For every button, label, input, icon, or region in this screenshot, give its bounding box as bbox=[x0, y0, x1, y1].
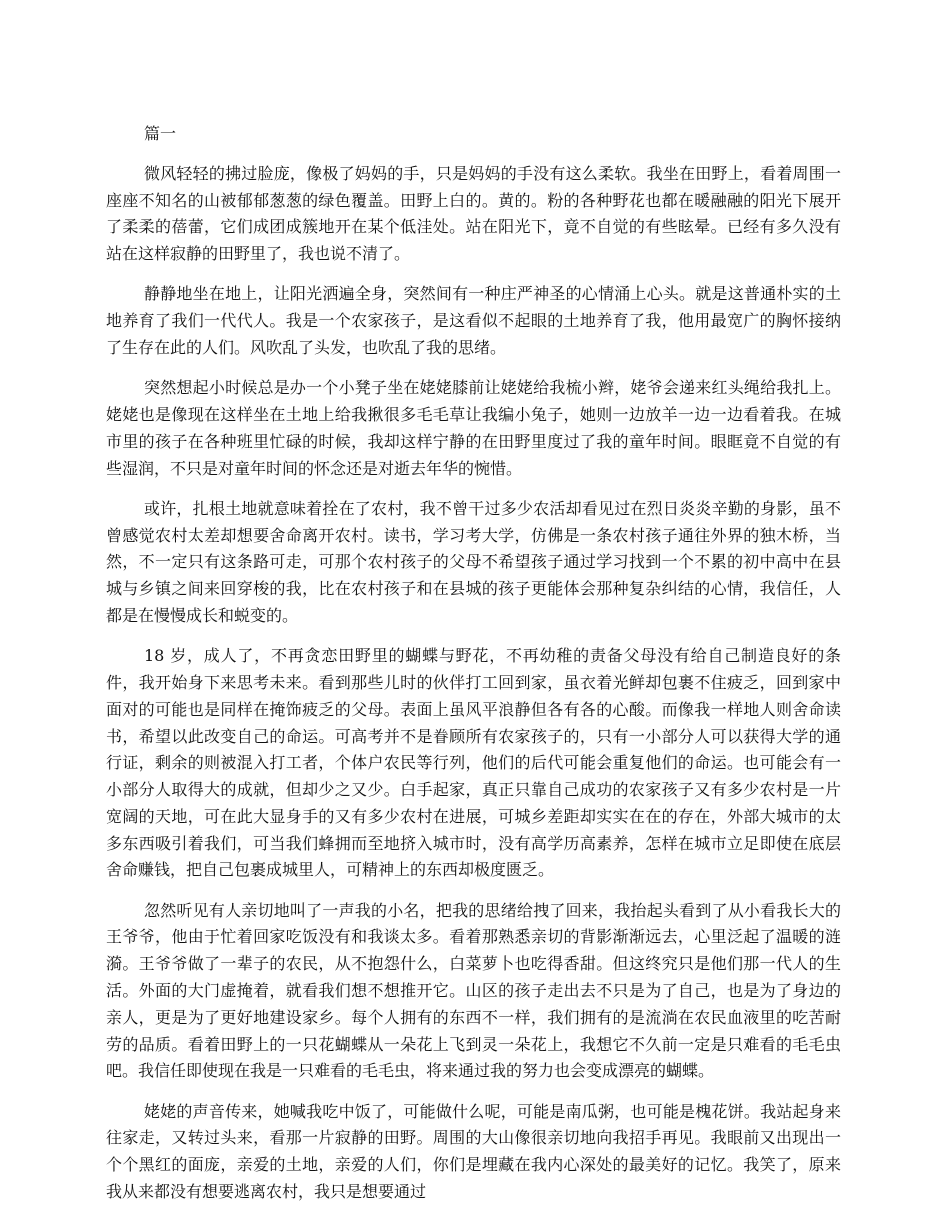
paragraph-4: 或许，扎根土地就意味着拴在了农村，我不曾干过多少农活却看见过在烈日炎炎辛勤的身影，虽不曾感觉农村太差却想要舍命离开农村。读书，学习考大学，仿佛是一条农村孩子通往外界的独木桥，当然，不一定只有这条路可走，可那个农村孩子的父母不希望孩子通过学习找到一个不累的初中高中在县城与乡镇之间来回穿梭的我，比在农村孩子和在县城的孩子更能体会那种复杂纠结的心情，我信任，人都是在慢慢成长和蜕变的。 bbox=[106, 498, 841, 625]
document-page bbox=[106, 121, 841, 1219]
document-heading: 篇一 bbox=[144, 124, 177, 143]
paragraph-3: 突然想起小时候总是办一个小凳子坐在姥姥膝前让姥姥给我梳小辫，姥爷会递来红头绳给我扎上。姥姥也是像现在这样坐在土地上给我揪很多毛毛草让我编小兔子，她则一边放羊一边一边看着我。在城市里的孩子在各种班里忙碌的时候，我却这样宁静的在田野里度过了我的童年时间。眼眶竟不自觉的有些湿润，不只是对童年时间的怀念还是对逝去年华的惋惜。 bbox=[106, 378, 841, 478]
paragraph-1: 微风轻轻的拂过脸庞，像极了妈妈的手，只是妈妈的手没有这么柔软。我坐在田野上，看着周围一座座不知名的山被郁郁葱葱的绿色覆盖。田野上白的。黄的。粉的各种野花也都在暖融融的阳光下展开了柔柔的蓓蕾，它们成团成簇地开在某个低洼处。站在阳光下，竟不自觉的有些眩晕。已经有多久没有站在这样寂静的田野里了，我也说不清了。 bbox=[106, 163, 841, 264]
paragraph-2: 静静地坐在地上，让阳光洒遍全身，突然间有一种庄严神圣的心情涌上心头。就是这普通朴实的土地养育了我们一代代人。我是一个农家孩子，是这看似不起眼的土地养育了我，他用最宽广的胸怀接纳了生存在此的人们。风吹乱了头发，也吹乱了我的思绪。 bbox=[106, 284, 841, 357]
paragraph-5: 18 岁，成人了，不再贪恋田野里的蝴蝶与野花，不再幼稚的责备父母没有给自己制造良好的条件，我开始身下来思考未来。看到那些儿时的伙伴打工回到家，虽衣着光鲜却包裹不住疲乏，回到家中面对的可能也是同样在掩饰疲乏的父母。表面上虽风平浪静但各有各的心酸。而像我一样地人则舍命读书，希望以此改变自己的命运。可高考并不是眷顾所有农家孩子的，只有一小部分人可以获得大学的通行证，剩余的则被混入打工者，个体户农民等行列，他们的后代可能会重复他们的命运。也可能会有一小部分人取得大的成就，但却少之又少。白手起家，真正只靠自己成功的农家孩子又有多少农村是一片宽阔的天地，可在此大显身手的又有多少农村在进展，可城乡差距却实实在在的存在，外部大城市的太多东西吸引着我们，可当我们蜂拥而至地挤入城市时，没有高学历高素养，怎样在城市立足即使在底层舍命赚钱，把自己包裹成城里人，可精神上的东西却极度匮乏。 bbox=[106, 646, 841, 880]
paragraph-7: 姥姥的声音传来，她喊我吃中饭了，可能做什么呢，可能是南瓜粥，也可能是槐花饼。我站起身来往家走，又转过头来，看那一片寂静的田野。周围的大山像很亲切地向我招手再见。我眼前又出现出一个个黑红的面庞，亲爱的土地，亲爱的人们，你们是埋藏在我内心深处的最美好的记忆。我笑了，原来我从来都没有想要逃离农村，我只是想要通过 bbox=[106, 1101, 841, 1202]
paragraph-6: 忽然听见有人亲切地叫了一声我的小名，把我的思绪给拽了回来，我抬起头看到了从小看我长大的王爷爷，他由于忙着回家吃饭没有和我谈太多。看着那熟悉亲切的背影渐渐远去，心里泛起了温暖的涟漪。王爷爷做了一辈子的农民，从不抱怨什么，白菜萝卜也吃得香甜。但这终究只是他们那一代人的生活。外面的大门虚掩着，就看我们想不想推开它。山区的孩子走出去不只是为了自己，也是为了身边的亲人，更是为了更好地建设家乡。每个人拥有的东西不一样，我们拥有的是流淌在农民血液里的吃苦耐劳的品质。看着田野上的一只花蝴蝶从一朵花上飞到灵一朵花上，我想它不久前一定是只难看的毛毛虫吧。我信任即使现在我是一只难看的毛毛虫，将来通过我的努力也会变成漂亮的蝴蝶。 bbox=[106, 900, 841, 1081]
